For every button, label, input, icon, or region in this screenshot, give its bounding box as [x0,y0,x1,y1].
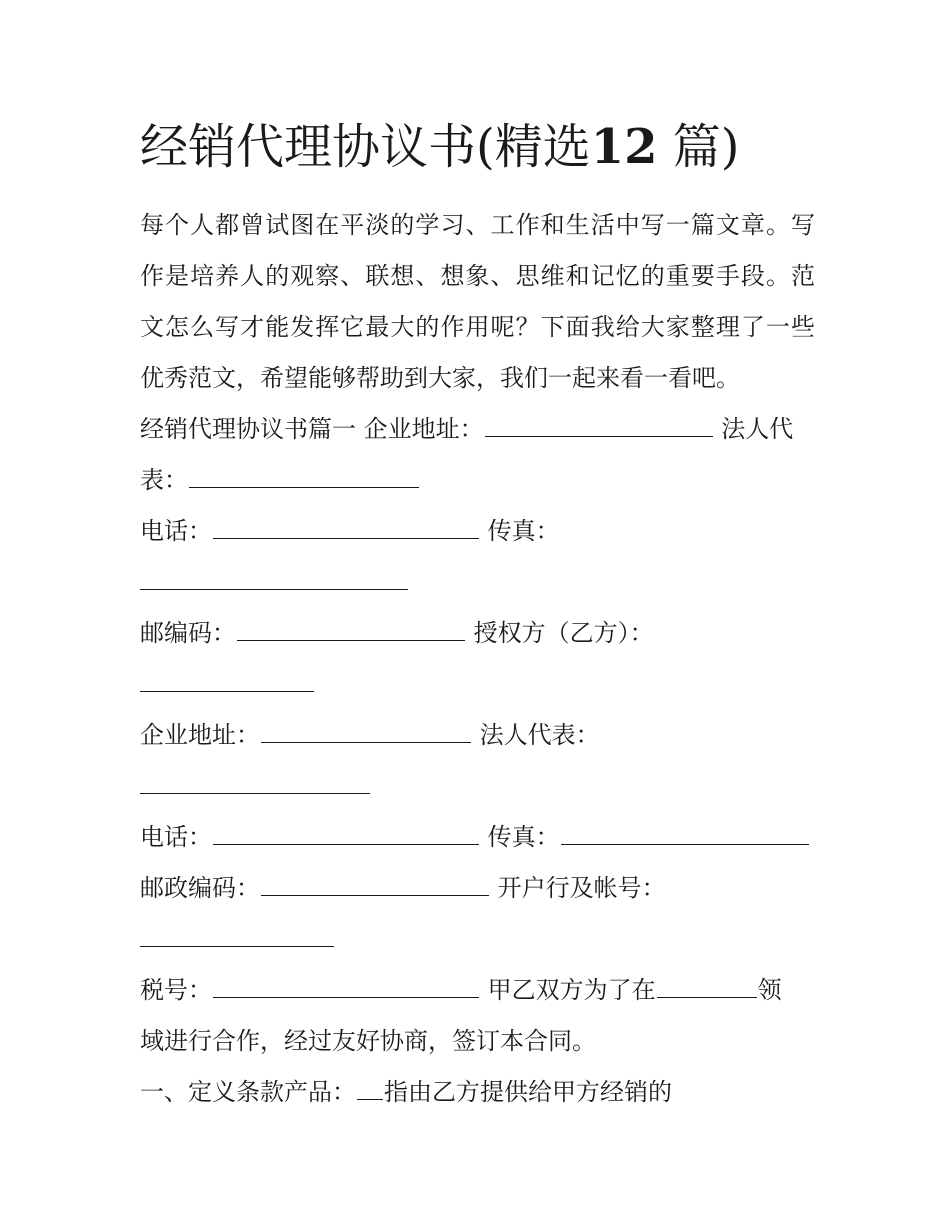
title-number: 12 [590,119,658,175]
party-b-postcode-label: 邮政编码： [140,874,260,902]
party-a-rep-label-cont: 表： [140,466,188,494]
party-b-phone-blank [213,824,479,845]
party-b-postcode-blank [261,875,489,896]
party-b-tax-label: 税号： [140,976,212,1004]
party-a-fax-blank [140,569,408,590]
agreement-line-3 [140,506,815,557]
party-a-address-label: 企业地址： [363,415,484,443]
agreement-line-9 [140,812,815,863]
party-a-phone-label: 电话： [140,517,212,545]
party-a-postcode-blank [237,620,465,641]
agreement-line-10 [140,863,815,914]
agreement-heading: 经销代理协议书篇一 [140,415,356,443]
intro-line: 文怎么写才能发挥它最大的作用呢？下面我给大家整理了一些 [140,313,815,341]
document-title [140,116,740,178]
party-a-rep-blank [189,467,419,488]
party-a-address-blank [485,416,713,437]
purpose-suffix: 领 [757,976,782,1004]
purpose-field-blank [657,977,757,998]
party-b-bank-blank [140,926,334,947]
purpose-prefix: 甲乙双方为了在 [487,976,656,1004]
party-b-fax-blank [561,824,809,845]
agreement-line-1 [140,404,815,455]
clause1-suffix: 指由乙方提供给甲方经销的 [384,1078,672,1106]
agreement-line-8 [140,761,815,812]
intro-line: 作是培养人的观察、联想、想象、思维和记忆的重要手段。范 [140,262,815,290]
agreement-line-2 [140,455,815,506]
intro-line: 每个人都曾试图在平淡的学习、工作和生活中写一篇文章。写 [140,211,815,239]
party-b-tax-blank [213,977,479,998]
clause1-prefix: 一、定义条款产品： [140,1078,356,1106]
party-a-fax-label: 传真： [487,517,560,545]
party-b-phone-label: 电话： [140,823,212,851]
party-a-postcode-label: 邮编码： [140,619,236,647]
agreement-line-7 [140,710,815,761]
agreement-line-12 [140,965,815,1016]
agreement-line-5 [140,608,815,659]
party-b-name-blank [140,671,314,692]
document-body [140,200,815,1118]
clause1-product-blank [357,1079,383,1100]
party-b-rep-blank [140,773,370,794]
agreement-line-13: 域进行合作，经过友好协商，签订本合同。 [140,1027,596,1055]
agreement-line-14 [140,1067,815,1118]
agreement-line-11 [140,914,815,965]
title-space [658,119,673,175]
agreement-line-4 [140,557,815,608]
agreement-line-6 [140,659,815,710]
title-suffix: 篇) [672,119,740,175]
party-a-phone-blank [213,518,479,539]
party-b-rep-label: 法人代表： [479,721,600,749]
party-b-fax-label: 传真： [487,823,560,851]
party-a-rep-label: 法人代 [721,415,794,443]
intro-line: 优秀范文，希望能够帮助到大家，我们一起来看一看吧。 [140,364,740,392]
party-b-address-blank [261,722,471,743]
title-main: 经销代理协议书(精选 [140,119,591,175]
party-b-label: 授权方（乙方）： [473,619,654,647]
party-b-bank-label: 开户行及帐号： [497,874,666,902]
party-b-address-label: 企业地址： [140,721,260,749]
